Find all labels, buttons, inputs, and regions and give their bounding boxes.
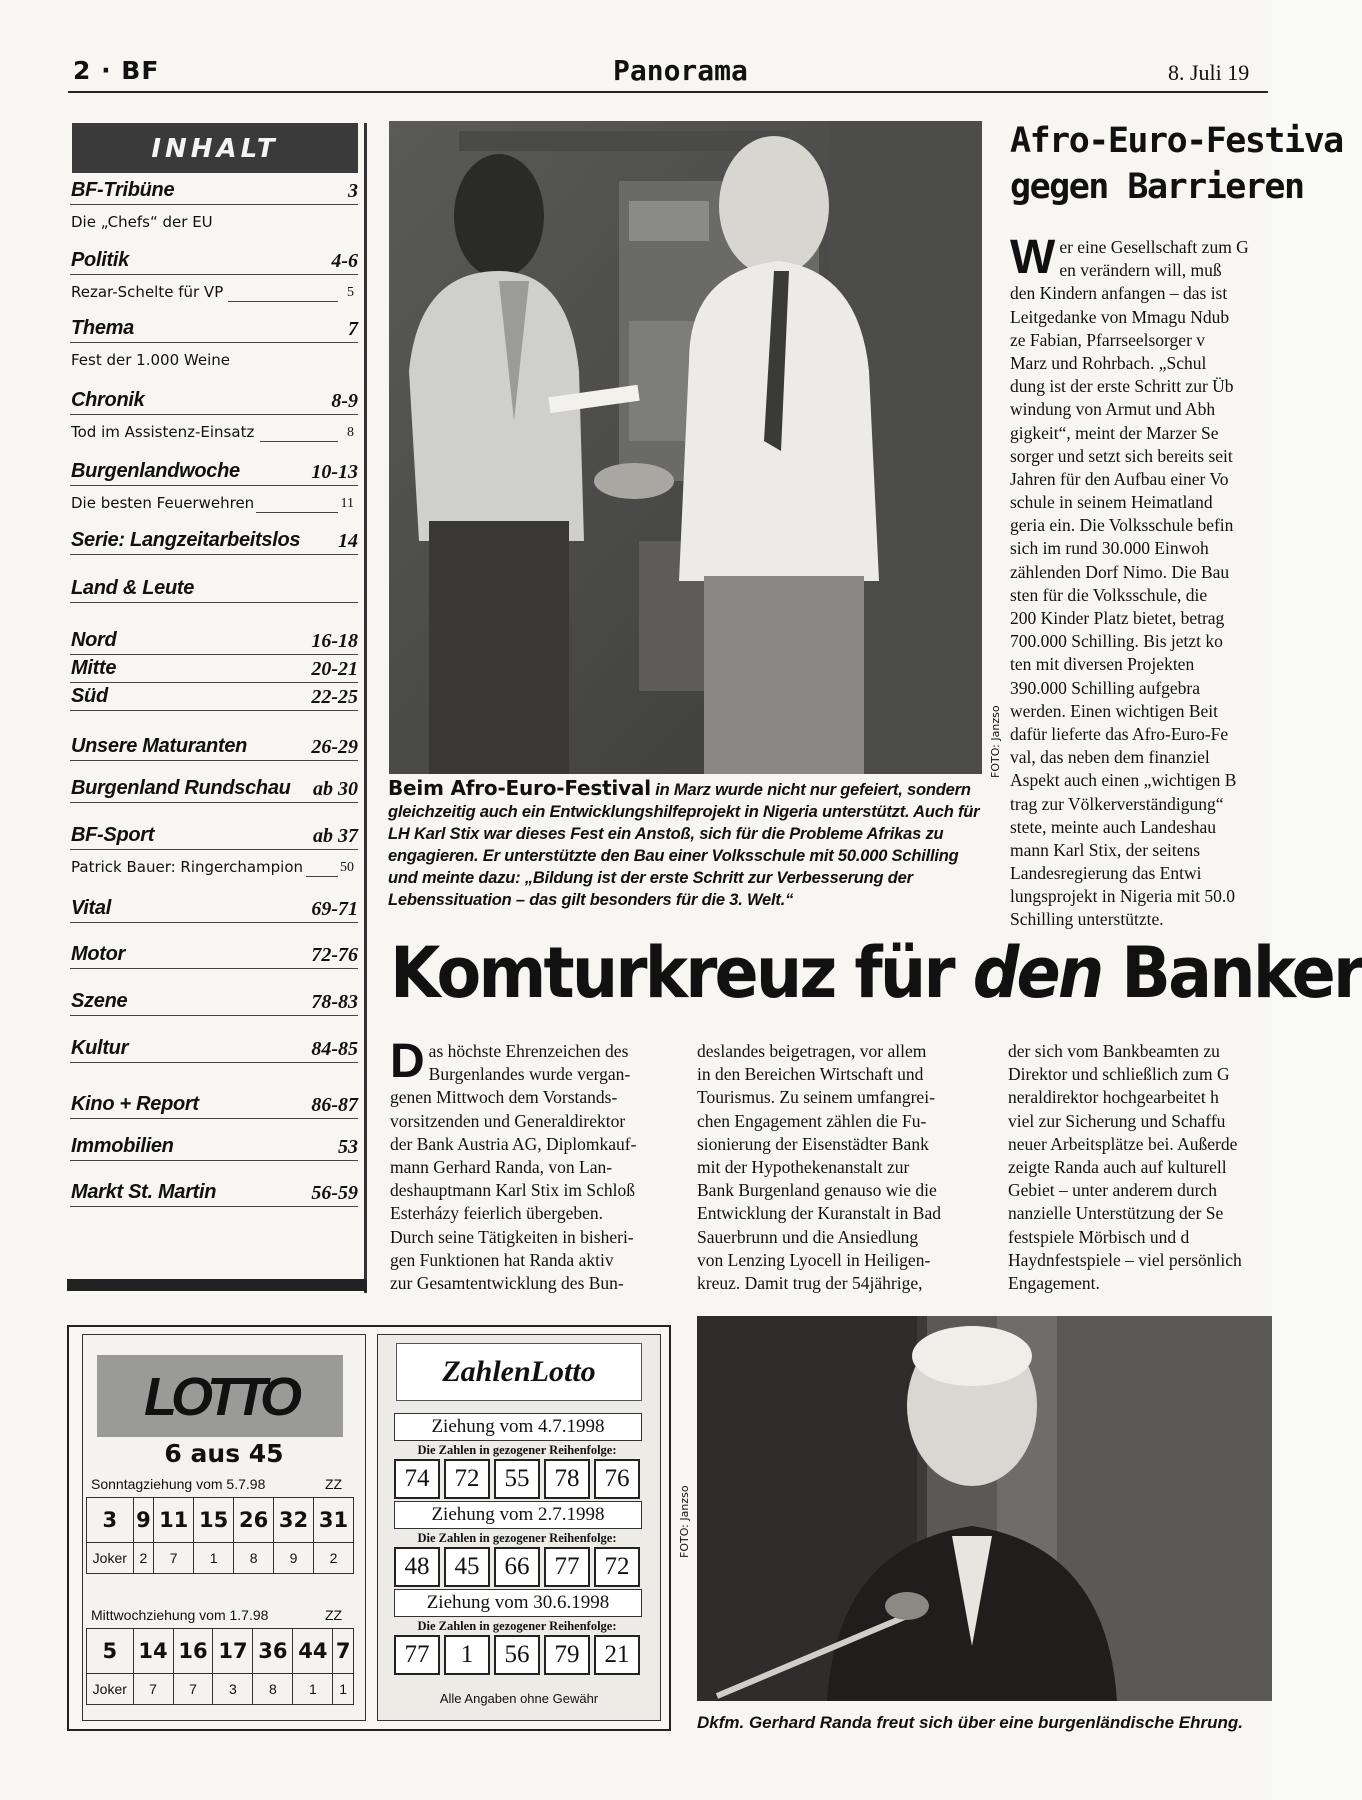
text-line: geria ein. Die Volksschule befin [1010,515,1234,536]
zahlenlotto-panel [377,1334,661,1721]
text-line: sionierung der Eisenstädter Bank [697,1133,929,1154]
zahlenlotto-number: 78 [544,1459,590,1499]
joker-digit: 9 [274,1543,314,1574]
photo-randa [697,1316,1272,1701]
lotto-number-row [87,1498,354,1543]
text-line: Esterházy feierlich übergeben. [390,1203,603,1224]
toc-entry-label: Burgenland Rundschau [71,777,291,799]
zahlenlotto-draw-date: Ziehung vom 4.7.1998 [394,1413,642,1441]
text-line: Haydnfestspiele – viel persönlich [1008,1249,1242,1270]
zahlenlotto-number: 21 [594,1635,640,1675]
toc-entry-label: Unsere Maturanten [71,735,248,757]
toc-entry-label: Chronik [71,389,145,411]
text-line: gen Funktionen hat Randa aktiv [390,1249,614,1270]
toc-entry-row [70,734,358,761]
toc-entry [70,528,358,555]
toc-entry-page: 78-83 [311,991,358,1013]
joker-digit: 8 [253,1674,293,1705]
toc-entry-page: 72-76 [311,944,358,966]
lotto-number: 17 [213,1629,253,1674]
article-banker-column-1 [390,1035,675,1295]
toc-entry-page: 84-85 [311,1038,358,1060]
text-line: ten mit diversen Projekten [1010,654,1195,675]
toc-subentry [70,492,358,516]
toc-subentry [70,856,358,880]
toc-entry-page: 4-6 [331,250,358,272]
toc-subentry-label: Die besten Feuerwehren [71,494,255,512]
toc-entry-label: Nord [71,629,117,651]
toc-subentry-label: Patrick Bauer: Ringerchampion [71,858,304,876]
photo-credit-2: FOTO: Janzso [678,1485,691,1558]
toc-entry-page: 20-21 [311,658,358,680]
text-line: trag zur Völkerverständigung“ [1010,793,1224,814]
toc-entry-page: 22-25 [311,686,358,708]
zahlenlotto-number: 74 [394,1459,440,1499]
text-line: den Kindern anfangen – das ist [1010,283,1228,304]
text-line: zeigte Randa auch auf kulturell [1008,1156,1227,1177]
zahlenlotto-number: 45 [444,1547,490,1587]
text-line: Sauerbrunn und die Ansiedlung [697,1226,919,1247]
photo-caption-1 [388,777,988,911]
joker-digit: 2 [314,1543,354,1574]
article-afro-body [1010,231,1272,932]
toc-entry [70,1180,358,1207]
toc-entry [70,1036,358,1063]
toc-entry-row [70,823,358,850]
text-line: Landesregierung das Entwi [1010,863,1202,884]
toc-subentry-page: 5 [347,285,354,300]
toc-entry-label: Thema [71,317,134,339]
toc-entry [70,776,358,803]
text-line: Schilling unterstützte. [1010,909,1164,930]
lotto-draw-label-1: Sonntagziehung vom 5.7.98 [91,1476,266,1492]
toc-entry-label: Szene [71,990,128,1012]
toc-subentry [70,421,358,445]
toc-entry-page: 69-71 [311,898,358,920]
toc-entry-row [70,528,358,555]
zahlenlotto-number: 55 [494,1459,540,1499]
toc-entry-label: Immobilien [71,1135,174,1157]
text-line: chen Engagement zählen die Fu- [697,1110,927,1131]
toc-entry-page: 53 [338,1136,358,1158]
toc-entry [70,684,358,711]
toc-entry-page: ab 30 [313,778,358,800]
text-line: gigkeit“, meint der Marzer Se [1010,422,1219,443]
text-line: vorsitzenden und Generaldirektor [390,1110,626,1131]
toc-subentry-page: 11 [340,496,354,511]
lotto-draw-label-2: Mittwochziehung vom 1.7.98 [91,1607,269,1623]
lotto-number: 7 [333,1629,354,1674]
text-line: lungsprojekt in Nigeria mit 50.0 [1010,886,1236,907]
text-line: sten für die Volksschule, die [1010,584,1208,605]
zahlenlotto-number: 79 [544,1635,590,1675]
toc-entry-row [70,1092,358,1119]
text-line: nanzielle Unterstützung der Se [1008,1203,1224,1224]
zahlenlotto-sequence-label: Die Zahlen in gezogener Reihenfolge: [417,1619,617,1633]
toc-subentry-leader [260,441,338,442]
toc-entry [70,896,358,923]
toc-entry-page: 3 [348,180,358,202]
zahlenlotto-number: 48 [394,1547,440,1587]
photo-credit-1: FOTO: Janzso [989,705,1002,778]
toc-entry [70,989,358,1016]
text-line: deshauptmann Karl Stix im Schloß [390,1180,635,1201]
zahlenlotto-number: 76 [594,1459,640,1499]
text-line: Leitgedanke von Mmagu Ndub [1010,306,1230,327]
text-line: Jahren für den Aufbau einer Vo [1010,468,1229,489]
toc-entry-row [70,1036,358,1063]
text-line: viel zur Sicherung und Schaffu [1008,1110,1226,1131]
zahlenlotto-number: 77 [544,1547,590,1587]
zahlenlotto-draw-date: Ziehung vom 30.6.1998 [394,1589,642,1617]
text-line: festspiele Mörbisch und d [1008,1226,1190,1247]
text-line: dafür lieferte das Afro-Euro-Fe [1010,723,1229,744]
toc-entry-row [70,1180,358,1207]
toc-entry-label: Kino + Report [71,1093,199,1115]
lotto-grid-2 [86,1628,354,1705]
joker-digit: 8 [234,1543,274,1574]
photo-caption-2: Dkfm. Gerhard Randa freut sich über eine burgenländische Ehrung. [697,1713,1243,1732]
text-line: en verändern will, muß [1059,260,1222,281]
text-line: Tourismus. Zu seinem umfangrei- [697,1087,935,1108]
toc-entry [70,1092,358,1119]
toc-entry [70,734,358,761]
joker-digit: 7 [173,1674,213,1705]
toc-subentry-label: Tod im Assistenz-Einsatz [71,423,255,441]
toc-entry-page: 14 [338,530,358,552]
photo-randa-image [697,1316,1272,1701]
toc-entry [70,942,358,969]
zahlenlotto-footer: Alle Angaben ohne Gewähr [439,1691,599,1706]
text-line: sorger und setzt sich bereits seit [1010,445,1233,466]
toc-subentry-label: Die „Chefs“ der EU [71,213,213,231]
photo-handshake [389,121,982,774]
toc-entry-row [70,896,358,923]
text-line: werden. Einen wichtigen Beit [1010,700,1218,721]
lotto-number: 11 [154,1498,194,1543]
headline-part-b: den [972,932,1102,1014]
table-of-contents [70,123,366,1291]
text-line: kreuz. Damit trug der 54jährige, [697,1272,923,1293]
lotto-grid-1 [86,1497,354,1574]
text-line: ze Fabian, Pfarrseelsorger v [1010,329,1206,350]
text-line: windung von Armut und Abh [1010,399,1216,420]
zahlenlotto-sequence-label: Die Zahlen in gezogener Reihenfolge: [417,1531,617,1545]
article-afro-dropcap: W [1010,231,1056,284]
toc-entry-row [70,776,358,803]
toc-entry-page: 16-18 [311,630,358,652]
text-line: neraldirektor hochgearbeitet h [1008,1087,1219,1108]
toc-entry-row [70,316,358,343]
toc-title: INHALT [72,123,358,173]
toc-entry-row [70,1134,358,1161]
text-line: mit der Hypothekenanstalt zur [697,1156,910,1177]
caption-1-text: in Marz wurde nicht nur gefeiert, sondern gleichzeitig auch ein Entwicklungshilfeprojekt in Nigeria unterstützt. Auch für LH Karl Stix war dieses Fest ein Anstoß, sich für die Probleme Afrikas zu engagieren. Er unterstützte den Bau einer Volksschule mit 50.000 Schilling und meinte dazu: „Bildung ist der erste Schritt zur Verbesserung der Lebenssituation – das gilt besonders für die 3. Welt.“ [388,781,980,909]
text-line: mann Karl Stix, der seitens [1010,839,1201,860]
text-line: zählenden Dorf Nimo. Die Bau [1010,561,1230,582]
lotto-number: 5 [87,1629,134,1674]
toc-entry-label: Süd [71,685,108,707]
toc-subentry [70,211,358,235]
text-line: 390.000 Schilling aufgebra [1010,677,1201,698]
zahlenlotto-number: 66 [494,1547,540,1587]
toc-entry-label: Markt St. Martin [71,1181,217,1203]
text-line: Bank Burgenland genauso wie die [697,1180,937,1201]
toc-entry-page: 56-59 [311,1182,358,1204]
toc-entry-page: ab 37 [313,825,358,847]
joker-label: Joker [87,1543,134,1574]
text-line: in den Bereichen Wirtschaft und [697,1064,924,1085]
toc-bottom-bar [67,1279,367,1291]
toc-entry-label: Serie: Langzeitarbeitslos [71,529,301,551]
toc-entry-row [70,989,358,1016]
toc-entry [70,628,358,655]
article-banker-column-3 [1008,1040,1272,1295]
toc-entry [70,316,358,373]
toc-subentry-page: 8 [347,425,354,440]
lotto-number: 14 [133,1629,173,1674]
toc-subentry-page: 50 [340,860,354,875]
section-title: Panorama [613,54,748,87]
lotto-number: 36 [253,1629,293,1674]
toc-entry-label: BF-Sport [71,824,155,846]
joker-digit: 1 [194,1543,234,1574]
lotto-number: 15 [194,1498,234,1543]
toc-subentry [70,349,358,373]
toc-entry-row [70,684,358,711]
headline-part-c: Banker [1101,932,1362,1014]
lotto-number: 26 [234,1498,274,1543]
joker-digit: 1 [333,1674,354,1705]
joker-digit: 7 [133,1674,173,1705]
toc-entry-label: Mitte [71,657,117,679]
toc-entry [70,388,358,445]
toc-entry-label: Vital [71,897,111,919]
article-afro-headline [1010,118,1343,210]
lotto-number: 44 [293,1629,333,1674]
lotto-number: 3 [87,1498,134,1543]
text-line: sich im rund 30.000 Einwoh [1010,538,1209,559]
toc-entry-row [70,178,358,205]
toc-subentry-label: Rezar-Schelte für VP [71,283,224,301]
page-number: 2 · BF [73,56,160,85]
text-line: deslandes beigetragen, vor allem [697,1041,927,1061]
joker-digit: 3 [213,1674,253,1705]
zahlenlotto-sequence-label: Die Zahlen in gezogener Reihenfolge: [417,1443,617,1457]
text-line: er eine Gesellschaft zum G [1059,237,1249,257]
toc-entry-page: 26-29 [311,736,358,758]
zahlenlotto-number: 72 [594,1547,640,1587]
toc-entry-label: Politik [71,249,129,271]
lotto-zz-label-2: ZZ [325,1607,343,1623]
toc-entry-row [70,656,358,683]
text-line: der Bank Austria AG, Diplomkauf- [390,1133,637,1154]
text-line: stete, meinte auch Landeshau [1010,816,1217,837]
toc-entry-row [70,576,358,603]
toc-entry-row [70,248,358,275]
zahlenlotto-number: 72 [444,1459,490,1499]
toc-entry-row [70,942,358,969]
zahlenlotto-number: 1 [444,1635,490,1675]
text-line: Durch seine Tätigkeiten in bisheri- [390,1226,634,1247]
zahlenlotto-number: 56 [494,1635,540,1675]
article-banker-column-2 [697,1040,982,1295]
article-banker-dropcap: D [390,1035,425,1088]
toc-entry-label: BF-Tribüne [71,179,175,201]
lotto-logo: LOTTO [97,1355,343,1437]
lotto-zz-label-1: ZZ [325,1476,343,1492]
toc-entry-row [70,459,358,486]
text-line: val, das neben dem finanziel [1010,747,1210,768]
text-line: der sich vom Bankbeamten zu [1008,1041,1220,1061]
article-afro-headline-line-1: Afro-Euro-Festiva [1010,121,1343,161]
photo-handshake-image [389,121,982,774]
toc-entry-row [70,388,358,415]
text-line: Gebiet – unter anderem durch [1008,1180,1217,1201]
text-line: 700.000 Schilling. Bis jetzt ko [1010,631,1223,652]
joker-digit: 7 [154,1543,194,1574]
lotto-number: 16 [173,1629,213,1674]
text-line: 200 Kinder Platz bietet, betrag [1010,608,1225,628]
toc-subentry-leader [228,301,338,302]
text-line: Aspekt auch einen „wichtigen B [1010,770,1237,791]
toc-subentry-leader [306,876,338,877]
article-afro-headline-line-2: gegen Barrieren [1010,167,1304,207]
toc-entry [70,1134,358,1161]
lotto-number: 31 [314,1498,354,1543]
toc-entry-label: Burgenlandwoche [71,460,240,482]
joker-label: Joker [87,1674,134,1705]
toc-entry-row [70,628,358,655]
text-line: dung ist der erste Schritt zur Üb [1010,376,1234,397]
joker-digit: 2 [133,1543,154,1574]
text-line: Engagement. [1008,1272,1100,1293]
text-line: neuer Arbeitsplätze bei. Außerde [1008,1133,1238,1154]
lotto-number: 32 [274,1498,314,1543]
text-line: schule in seinem Heimatland [1010,492,1213,513]
toc-subentry-leader [256,512,338,513]
toc-entry [70,656,358,683]
toc-entry-label: Kultur [71,1037,129,1059]
zahlenlotto-number: 77 [394,1635,440,1675]
header-rule [68,91,1268,93]
text-line: mann Gerhard Randa, von Lan- [390,1156,613,1177]
toc-entry [70,459,358,516]
lotto-number: 9 [133,1498,154,1543]
toc-entry [70,823,358,880]
lotto-joker-row [87,1674,354,1705]
lotto-subtitle: 6 aus 45 [164,1439,284,1468]
toc-divider [364,123,367,1293]
lotto-results-box [67,1325,671,1731]
text-line: Burgenlandes wurde vergan- [428,1064,631,1085]
toc-entry-page: 86-87 [311,1094,358,1116]
toc-entry-page: 8-9 [331,390,358,412]
zahlenlotto-draw-date: Ziehung vom 2.7.1998 [394,1501,642,1529]
text-line: Marz und Rohrbach. „Schul [1010,352,1207,373]
headline-part-a: Komturkreuz für [390,932,973,1014]
toc-entry-page: 10-13 [311,461,358,483]
text-line: as höchste Ehrenzeichen des [428,1041,629,1061]
joker-digit: 1 [293,1674,333,1705]
text-line: Direktor und schließlich zum G [1008,1064,1230,1085]
toc-subentry-label: Fest der 1.000 Weine [71,351,230,369]
text-line: von Lenzing Lyocell in Heiligen- [697,1249,931,1270]
zahlenlotto-logo: ZahlenLotto [396,1343,642,1401]
toc-subentry [70,281,358,305]
lotto-joker-row [87,1543,354,1574]
article-banker-headline [390,928,1362,1018]
lotto-number-row [87,1629,354,1674]
toc-entry-page: 7 [348,318,358,340]
toc-entry-label: Land & Leute [71,577,195,599]
toc-entry [70,576,358,603]
text-line: Entwicklung der Kuranstalt in Bad [697,1203,941,1224]
toc-entry [70,178,358,235]
caption-1-lead: Beim Afro-Euro-Festival [388,776,651,800]
lotto-6aus45-panel [82,1334,366,1721]
toc-entry [70,248,358,305]
text-line: genen Mittwoch dem Vorstands- [390,1087,618,1108]
toc-entry-label: Motor [71,943,126,965]
issue-date: 8. Juli 19 [1168,60,1250,85]
text-line: zur Gesamtentwicklung des Bun- [390,1272,624,1293]
